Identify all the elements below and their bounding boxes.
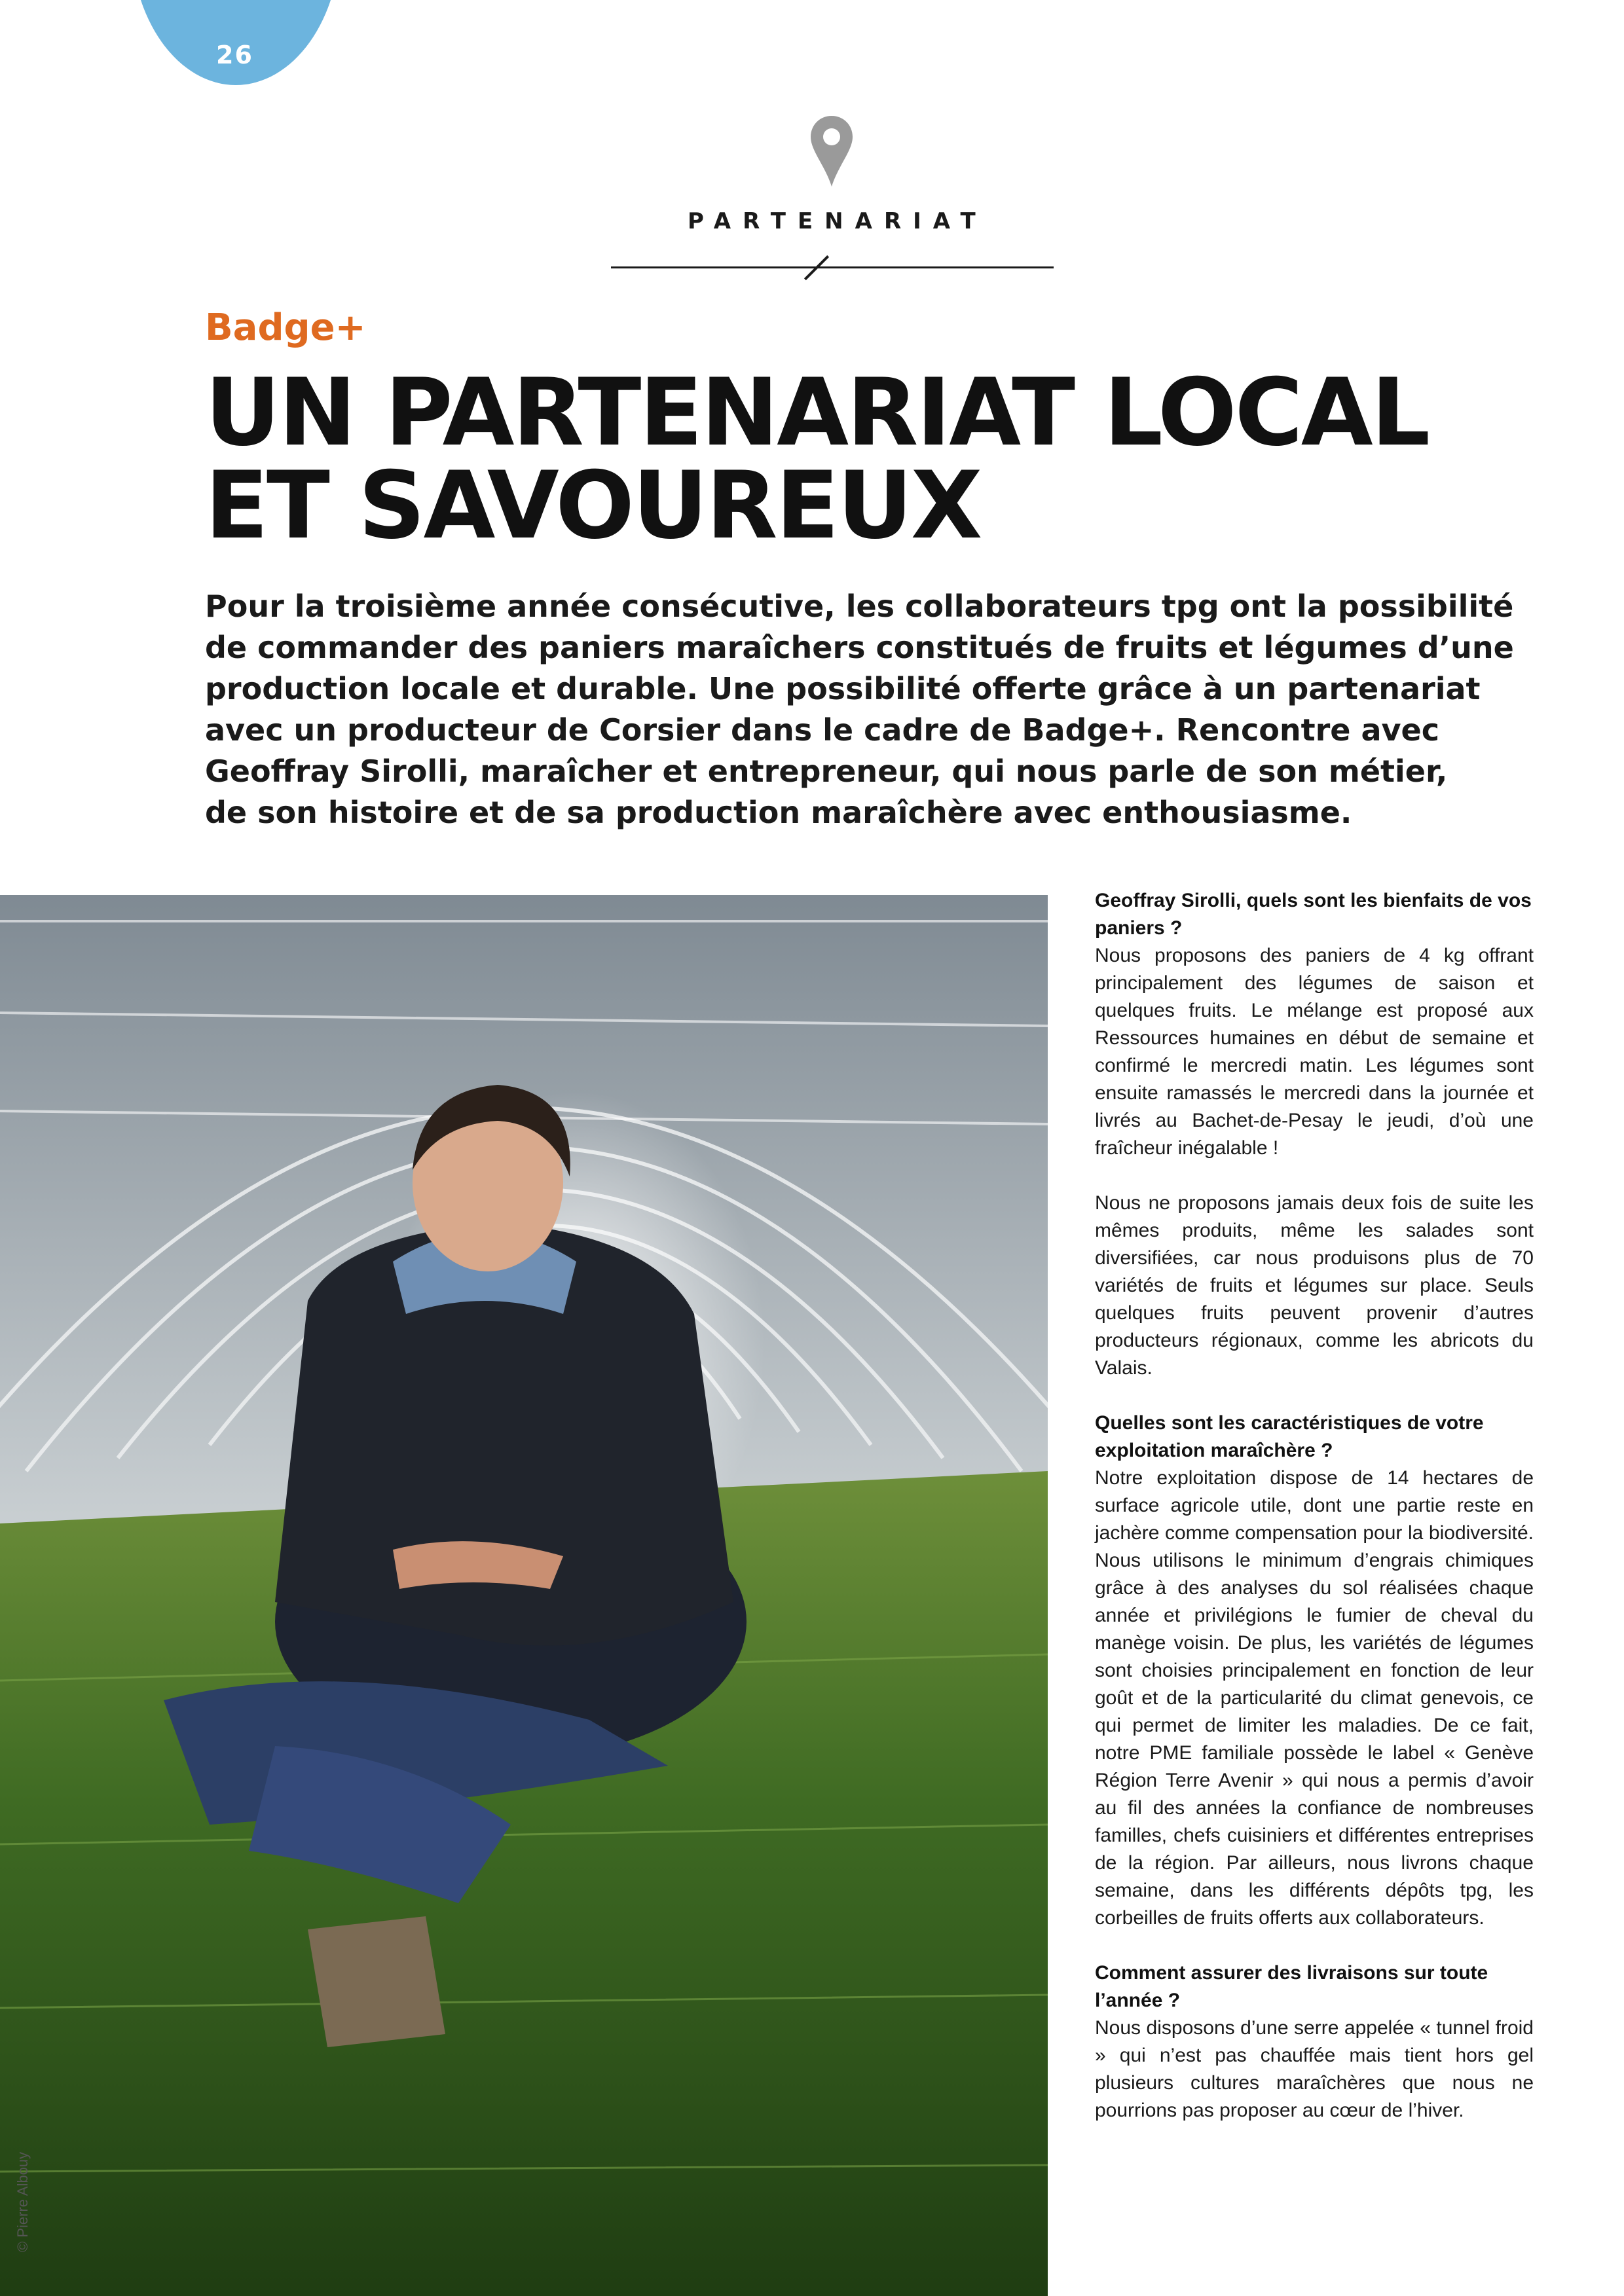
lead-line: de commander des paniers maraîchers constitués de fruits et légumes d’une <box>205 630 1514 665</box>
lead-line: Pour la troisième année consécutive, les collaborateurs tpg ont la possibilité <box>205 589 1514 624</box>
article-lead <box>205 586 1514 833</box>
interview-question: Quelles sont les caractéristiques de votre exploitation maraîchère ? <box>1095 1412 1484 1461</box>
map-pin-icon <box>809 115 854 188</box>
article-headline <box>205 359 1515 560</box>
interview-answer: Nous proposons des paniers de 4 kg offrant principalement des légumes de saison et quelques fruits. Le mélange est proposé aux Ressources humaines en début de semaine et confirmé le mercredi matin. Les légumes sont ensuite ramassés le mercredi dans la journée et livrés au Bachet-de-Pesay le jeudi, d’où une fraîcheur inégalable ! <box>1095 945 1534 1159</box>
interview-answer: Nous disposons d’une serre appelée « tunnel froid » qui n’est pas chauffée mais tient hors gel plusieurs cultures maraîchères que nous ne pourrions pas proposer au cœur de l’hiver. <box>1095 2017 1534 2121</box>
interview-question: Comment assurer des livraisons sur toute l’année ? <box>1095 1962 1488 2011</box>
headline-line: UN PARTENARIAT LOCAL <box>205 359 1429 467</box>
interview-answer: Notre exploitation dispose de 14 hectares de surface agricole utile, dont une partie reste en jachère comme compensation pour la biodiversité. Nous utilisons le minimum d’engrais chimiques grâce à des analyses du sol réalisées chaque année et privilégions le fumier de cheval du manège voisin. De plus, les variétés de légumes sont choisies principalement en fonction de leur goût et de la particularité du climat genevois, ce qui permet de limiter les maladies. De ce fait, notre PME familiale possède le label « Genève Région Terre Avenir » qui nous a permis d’avoir au fil des années la confiance de nombreuses familles, chefs cuisiniers et différentes entreprises de la région. Par ailleurs, nous livrons chaque semaine, dans les différents dépôts tpg, les corbeilles de fruits offerts aux collaborateurs. <box>1095 1467 1534 1929</box>
interview-question: Geoffray Sirolli, quels sont les bienfaits de vos paniers ? <box>1095 890 1532 939</box>
page-number: 26 <box>216 41 253 69</box>
article-kicker: Badge+ <box>205 306 366 349</box>
article-body <box>1095 887 1534 2124</box>
lead-line: Geoffray Sirolli, maraîcher et entrepreneur, qui nous parle de son métier, <box>205 754 1448 789</box>
portrait-photo <box>0 895 1048 2296</box>
lead-line: de son histoire et de sa production maraîchère avec enthousiasme. <box>205 795 1352 830</box>
lead-line: production locale et durable. Une possibilité offerte grâce à un partenariat <box>205 671 1481 706</box>
lead-line: avec un producteur de Corsier dans le cadre de Badge+. Rencontre avec <box>205 712 1439 748</box>
interview-answer: Nous ne proposons jamais deux fois de suite les mêmes produits, même les salades sont diversifiées, car nous produisons plus de 70 variétés de fruits et légumes sur place. Seuls quelques fruits peuvent provenir d’autres producteurs régionaux, comme les abricots du Valais. <box>1095 1192 1534 1379</box>
photo-credit: © Pierre Albouy <box>14 2151 31 2252</box>
section-label: PARTENARIAT <box>688 208 987 234</box>
section-divider <box>611 266 1054 268</box>
headline-line: ET SAVOUREUX <box>205 452 981 560</box>
